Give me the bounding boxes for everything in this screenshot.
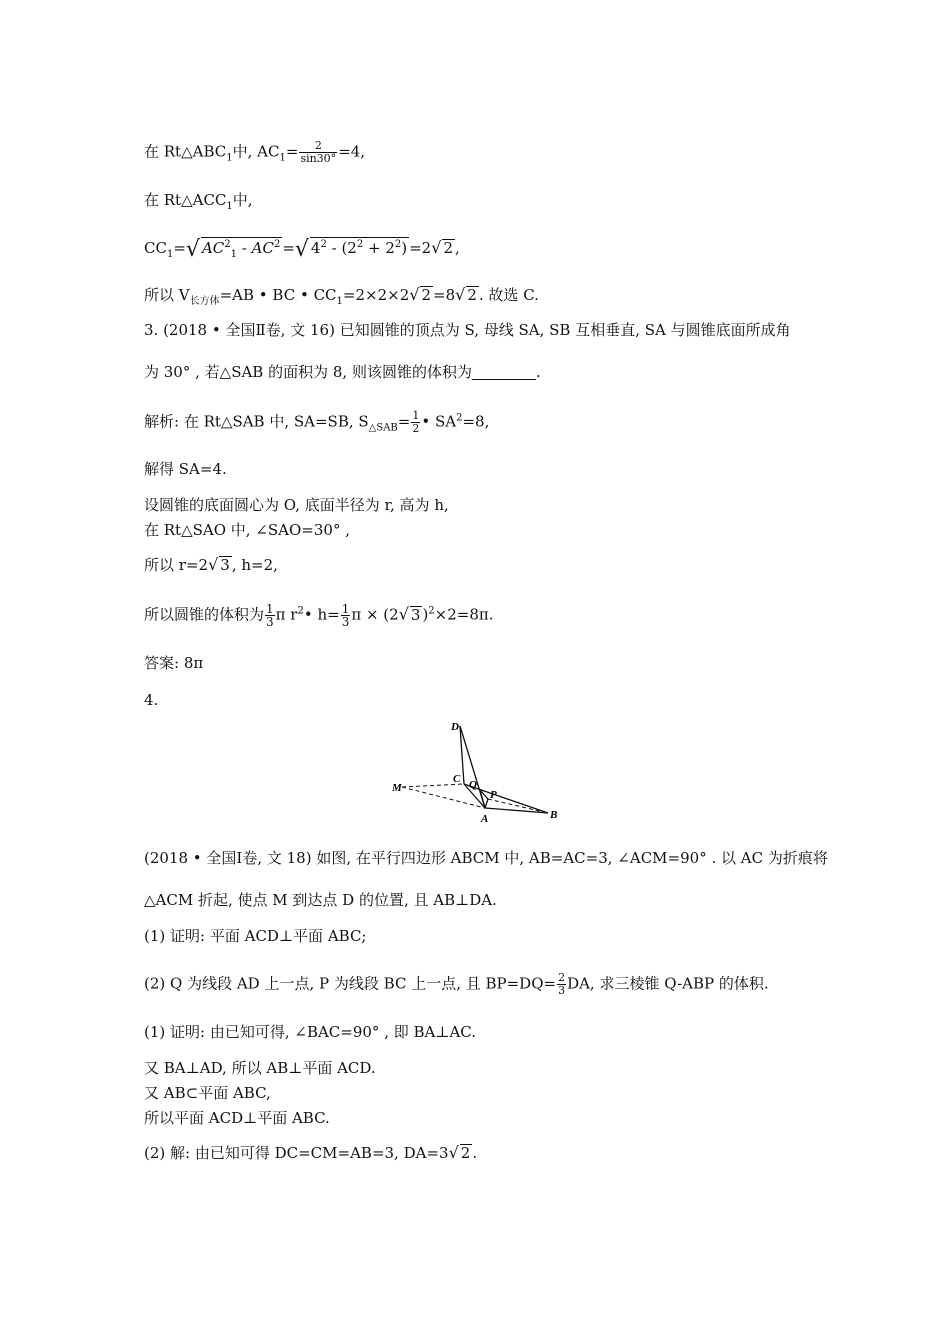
label-c: C — [453, 773, 461, 785]
label-d: D — [451, 721, 459, 733]
solution-line4: 在 Rt△SAO 中, ∠SAO=30° , — [144, 521, 351, 539]
proof-line1: (1) 证明: 由已知可得, ∠BAC=90° , 即 BA⊥AC. — [144, 1023, 477, 1041]
label-q: Q — [469, 779, 477, 791]
solution-line6: 所以圆锥的体积为 $\frac{1}{3}$ π $r^2•$ h= $\frac{1}{3}$ π × (2√ 3 )$^2$×2=8π. — [144, 602, 494, 629]
question-4-number: 4. — [144, 691, 159, 709]
question-4-line1: (2018 • 全国Ⅰ卷, 文 18) 如图, 在平行四边形 ABCM 中, AB=AC=3, ∠ACM=90° . 以 AC 为折痕将 — [144, 849, 828, 867]
question-3-line2: 为 30° , 若△SAB 的面积为 8, 则该圆锥的体积为 . — [144, 363, 541, 381]
proof-line2: 又 BA⊥AD, 所以 AB⊥平面 ACD. — [144, 1059, 376, 1077]
label-a: A — [481, 813, 489, 825]
question-3-line1: 3. (2018 • 全国Ⅱ卷, 文 16) 已知圆锥的顶点为 S, 母线 SA, SB 互相垂直, SA 与圆锥底面所成角 — [144, 321, 791, 339]
label-b: B — [550, 809, 558, 821]
answer-line: 答案: 8π — [144, 654, 204, 672]
solution-line1: 解析: 在 Rt△SAB 中, SA=SB, $S_{\triangle SAB}=$ $\frac{1}{2}$ • $SA^2=8$, — [144, 409, 490, 435]
fraction: $\frac{1}{3}$ — [341, 602, 350, 629]
fraction: $\frac{2}{\sin 30^\circ}$ — [300, 139, 337, 165]
answer-blank — [472, 364, 536, 380]
proof-line3: 又 AB⊂平面 ABC, — [144, 1084, 271, 1102]
question-4-part1: (1) 证明: 平面 ACD⊥平面 ABC; — [144, 927, 367, 945]
question-4-part2: (2) Q 为线段 AD 上一点, P 为线段 BC 上一点, 且 BP=DQ= $\frac{2}{3}$ DA, 求三棱锥 Q-ABP 的体积. — [144, 971, 769, 997]
line-acc1: 在 $Rt\triangle ACC_1$中, — [144, 191, 253, 212]
edge-pa — [485, 799, 488, 808]
proof-line4: 所以平面 ACD⊥平面 ABC. — [144, 1109, 330, 1127]
solution-part2: (2) 解: 由已知可得 DC=CM=AB=3, DA=3√ 2 . — [144, 1143, 478, 1162]
line-cc1: $CC_1=√$ $AC^2_1 - AC^2$ =√ $4^2 - (2^2 + 2^2) =2√$ 2 , — [144, 237, 460, 262]
solution-line3: 设圆锥的底面圆心为 O, 底面半径为 r, 高为 h, — [144, 496, 449, 514]
line-ac1: 在 $Rt\triangle ABC_1$中, $AC_1=$ $\frac{2}{\sin 30^\circ}$ =4, — [144, 139, 366, 165]
solution-line5: 所以 r=2√ 3 , h=2, — [144, 555, 278, 574]
geometry-figure — [390, 716, 570, 826]
line-volume: 所以 $V_{长方体}=AB$ • BC • $CC_1=2\times 2\times 2√$ 2 =8√ 2 . 故选 C. — [144, 285, 539, 307]
label-p: P — [490, 789, 497, 801]
solution-line2: 解得 SA=4. — [144, 460, 227, 478]
fraction: $\frac{2}{3}$ — [558, 971, 566, 997]
fraction: $\frac{1}{3}$ — [266, 602, 274, 629]
label-m: M — [392, 782, 402, 794]
question-4-line2: △ACM 折起, 使点 M 到达点 D 的位置, 且 AB⊥DA. — [144, 891, 497, 909]
fraction: $\frac{1}{2}$ — [412, 409, 420, 435]
